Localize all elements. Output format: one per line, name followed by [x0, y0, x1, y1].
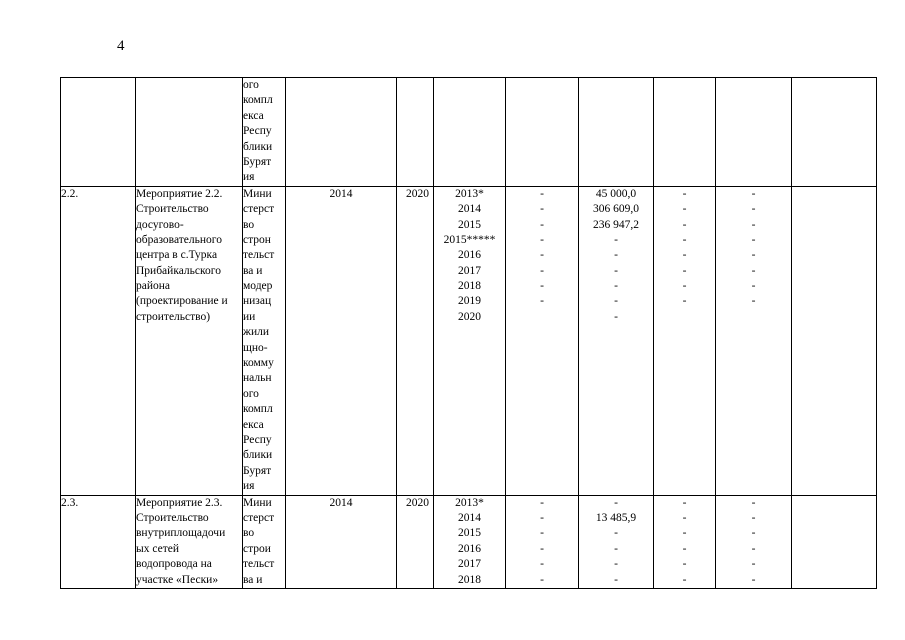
c8-line: -	[682, 264, 687, 277]
cell-c9	[716, 186, 792, 495]
cell-start: 2014	[286, 495, 397, 588]
years-line: 2016	[458, 542, 481, 555]
executor-line: ого	[243, 387, 259, 400]
executor-line: модер	[243, 280, 273, 293]
executor-line: Бурят	[243, 464, 272, 477]
name-line: строительство)	[136, 310, 211, 323]
executor-line: блики	[243, 140, 273, 153]
executor-line: Респу	[243, 433, 272, 446]
c6-line: -	[540, 280, 544, 293]
executor-line: екса	[243, 109, 264, 122]
c7-line: -	[614, 573, 618, 586]
cell-c6	[506, 495, 579, 588]
cell-start: 2014	[286, 186, 397, 495]
c6-line: -	[540, 218, 544, 231]
c7-line: -	[614, 542, 618, 555]
cell-c7	[579, 495, 654, 588]
cell-years	[434, 78, 506, 187]
years-line: 2015*****	[443, 233, 496, 246]
years-line: 2015	[458, 218, 481, 231]
c9-line: -	[751, 203, 756, 216]
c9-line: -	[751, 187, 756, 200]
c6-line: -	[540, 187, 544, 200]
name-line: водопровода на	[136, 558, 212, 571]
c7-line: -	[614, 249, 618, 262]
executor-line: компл	[243, 403, 273, 416]
cell-num: 2.3.	[61, 495, 136, 588]
c8-line: -	[682, 573, 687, 586]
executor-line: тельст	[243, 558, 275, 571]
years-line: 2014	[458, 511, 481, 524]
c6-line: -	[540, 295, 544, 308]
years-line: 2018	[458, 280, 481, 293]
c8-line: -	[682, 558, 687, 571]
name-line: района	[136, 280, 171, 293]
cell-c7	[579, 186, 654, 495]
cell-c8	[654, 78, 716, 187]
executor-line: екса	[243, 418, 264, 431]
executor-line: ия	[243, 171, 255, 184]
c6-line: -	[540, 527, 544, 540]
cell-end	[397, 78, 434, 187]
c9-line: -	[751, 264, 756, 277]
c9-line: -	[751, 573, 756, 586]
executor-line: блики	[243, 449, 273, 462]
years-line: 2016	[458, 249, 481, 262]
c8-line: -	[682, 542, 687, 555]
name-line: Мероприятие 2.3.	[136, 496, 223, 509]
c9-line: -	[751, 218, 756, 231]
name-line: внутриплощадочи	[136, 527, 226, 540]
name-line: ых сетей	[136, 542, 179, 555]
name-line: (проектирование и	[136, 295, 228, 308]
c7-line: -	[614, 233, 618, 246]
cell-executor	[243, 186, 286, 495]
cell-c6	[506, 78, 579, 187]
executor-line: ого	[243, 79, 259, 91]
c8-line: -	[682, 203, 687, 216]
cell-executor	[243, 78, 286, 187]
c9-line: -	[751, 280, 756, 293]
c6-line: -	[540, 249, 544, 262]
executor-line: ия	[243, 480, 255, 493]
cell-num: 2.2.	[61, 186, 136, 495]
c8-line: -	[682, 496, 687, 509]
cell-c7	[579, 78, 654, 187]
name-line: участке «Пески»	[136, 573, 219, 586]
c8-line: -	[682, 527, 687, 540]
c7-line: -	[614, 527, 618, 540]
cell-c8	[654, 186, 716, 495]
executor-line: Бурят	[243, 155, 272, 168]
c6-line: -	[540, 496, 544, 509]
name-line: образовательного	[136, 233, 222, 246]
name-line: Строительство	[136, 511, 209, 524]
cell-c10	[792, 495, 877, 588]
c7-line: -	[614, 496, 618, 509]
cell-name	[136, 78, 243, 187]
c7-line: -	[614, 280, 618, 293]
c7-line: -	[614, 264, 618, 277]
c7-line: -	[614, 310, 618, 323]
executor-line: стерст	[243, 511, 275, 524]
years-line: 2018	[458, 573, 481, 586]
c8-line: -	[682, 218, 687, 231]
name-line: Строительство	[136, 203, 209, 216]
c7-line: 13 485,9	[595, 511, 637, 524]
cell-years	[434, 186, 506, 495]
c8-line: -	[682, 249, 687, 262]
executor-line: нальн	[243, 372, 272, 385]
c8-line: -	[682, 233, 687, 246]
table-row	[61, 78, 877, 187]
c6-line: -	[540, 573, 544, 586]
c9-line: -	[751, 527, 756, 540]
c9-line: -	[751, 249, 756, 262]
cell-years	[434, 495, 506, 588]
years-line: 2014	[458, 203, 481, 216]
c8-line: -	[682, 187, 687, 200]
cell-c9	[716, 78, 792, 187]
executor-line: во	[243, 218, 255, 231]
years-line: 2013*	[455, 187, 484, 200]
cell-name	[136, 186, 243, 495]
years-line: 2020	[458, 310, 481, 323]
c7-line: 45 000,0	[595, 187, 637, 200]
page-number: 4	[117, 38, 125, 54]
c9-line: -	[751, 233, 756, 246]
name-line: досугово-	[136, 218, 184, 231]
cell-executor	[243, 495, 286, 588]
executor-line: Респу	[243, 125, 272, 138]
years-line: 2015	[458, 527, 481, 540]
executor-line: компл	[243, 94, 273, 107]
years-line: 2017	[458, 264, 481, 277]
c8-line: -	[682, 511, 687, 524]
c9-line: -	[751, 542, 756, 555]
executor-line: Мини	[243, 187, 272, 200]
executor-line: строн	[243, 233, 271, 246]
cell-end: 2020	[397, 186, 434, 495]
executor-line: ии	[243, 310, 256, 323]
table-row	[61, 495, 877, 588]
c8-line: -	[682, 280, 687, 293]
c8-line: -	[682, 295, 687, 308]
executor-line: строи	[243, 542, 271, 555]
c7-line: -	[614, 295, 618, 308]
c9-line: -	[751, 496, 756, 509]
executor-line: комму	[243, 357, 274, 370]
years-line: 2013*	[455, 496, 484, 509]
c6-line: -	[540, 233, 544, 246]
cell-c10	[792, 78, 877, 187]
c7-line: 236 947,2	[593, 218, 639, 231]
cell-num	[61, 78, 136, 187]
cell-start	[286, 78, 397, 187]
executor-line: во	[243, 527, 255, 540]
executor-line: низац	[243, 295, 272, 308]
c6-line: -	[540, 264, 544, 277]
cell-c10	[792, 186, 877, 495]
c9-line: -	[751, 511, 756, 524]
executor-line: жили	[243, 326, 269, 339]
executor-line: ва и	[243, 573, 263, 586]
c6-line: -	[540, 203, 544, 216]
executor-line: щно-	[243, 341, 268, 354]
years-line: 2019	[458, 295, 481, 308]
name-line: Мероприятие 2.2.	[136, 187, 223, 200]
cell-name	[136, 495, 243, 588]
program-table	[60, 77, 877, 589]
c9-line: -	[751, 558, 756, 571]
c6-line: -	[540, 542, 544, 555]
c6-line: -	[540, 511, 544, 524]
c9-line: -	[751, 295, 756, 308]
table-row	[61, 186, 877, 495]
c6-line: -	[540, 558, 544, 571]
executor-line: Мини	[243, 496, 272, 509]
executor-line: стерст	[243, 203, 275, 216]
c7-line: -	[614, 558, 618, 571]
executor-line: тельст	[243, 249, 275, 262]
executor-line: ва и	[243, 264, 263, 277]
name-line: Прибайкальского	[136, 264, 221, 277]
cell-end: 2020	[397, 495, 434, 588]
name-line: центра в с.Турка	[136, 249, 218, 262]
years-line: 2017	[458, 558, 481, 571]
cell-c9	[716, 495, 792, 588]
c7-line: 306 609,0	[593, 203, 639, 216]
cell-c6	[506, 186, 579, 495]
cell-c8	[654, 495, 716, 588]
